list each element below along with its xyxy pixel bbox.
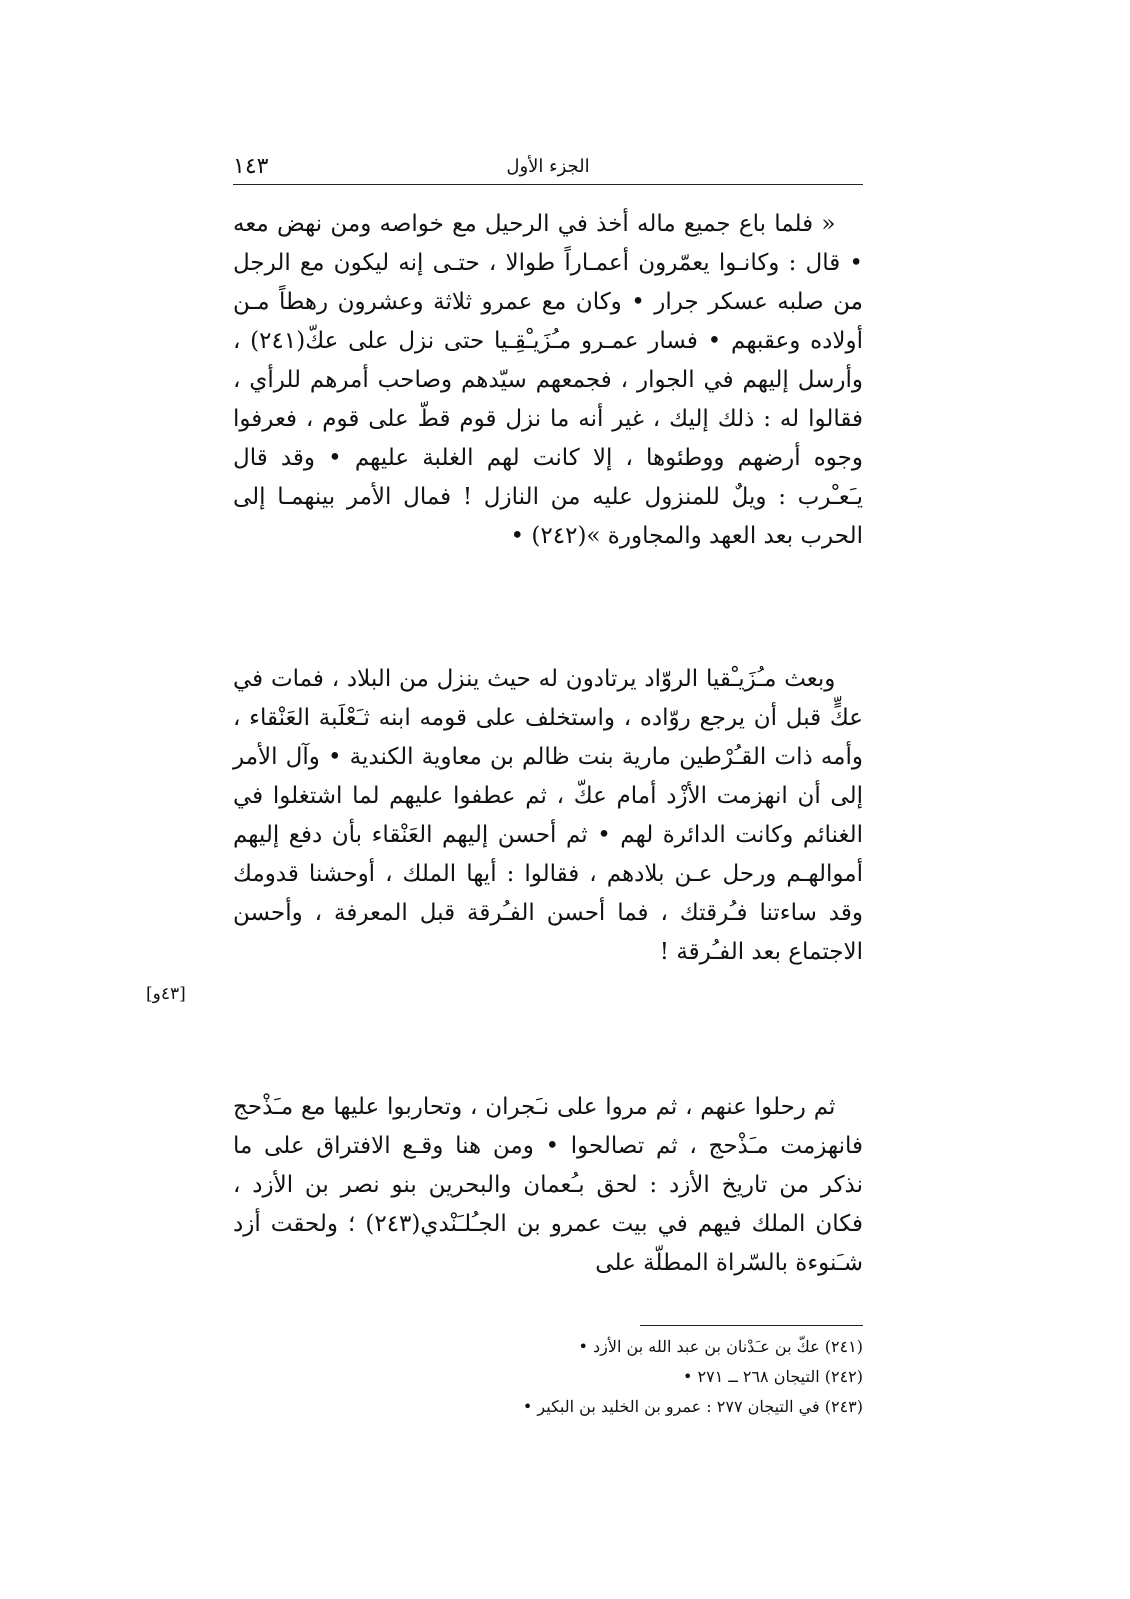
page-header — [233, 150, 863, 185]
paragraph-text: « فلما باع جميع ماله أخذ في الرحيل مع خواصه ومن نهض معه • قال : وكانـوا يعمّرون أعمـاراً طوالا ، حتـى إنه ليكون مع الرجل من صلبه عسكر جرار • وكان مع عمرو ثلاثة وعشرون رهطاً مـن أولاده وعقبهم • فسار عمـرو مـُزَيـْقِـيا حتى نزل على عكّ(٢٤١) ، وأرسل إليهم في الجوار ، فجمعهم سيّدهم وصاحب أمرهم للرأي ، فقالوا له : ذلك إليك ، غير أنه ما نزل قوم قطّ على قوم ، فعرفوا وجوه أرضهم ووطئوها ، إلا كانت لهم الغلبة عليهم • وقد قال يـَعـْرب : ويلٌ للمنزول عليه من النازل ! فمال الأمر بينهمـا إلى الحرب بعد العهد والمجاورة »(٢٤٢) • — [233, 211, 863, 549]
footnote-divider — [640, 1325, 863, 1326]
paragraph-2 — [233, 660, 863, 972]
paragraph-text: ثم رحلوا عنهم ، ثم مروا على نـَجران ، وتحاربوا عليها مع مـَذْحج فانهزمت مـَذْحج ، ثم تصالحوا • ومن هنا وقـع الافتراق على ما نذكر من تاريخ الأزد : لحق بـُعمان والبحرين بنو نصر بن الأزد ، فكان الملك فيهم في بيت عمرو بن الجـُلـَنْدي(٢٤٣) ؛ ولحقت أزد شـَنوءة بالسّراة المطلّة على — [233, 1094, 863, 1276]
folio-margin-note: [٤٣و] — [146, 984, 186, 1004]
paragraph-text: وبعث مـُزَيـْقيا الروّاد يرتادون له حيث ينزل من البلاد ، فمات في عكٍّ قبل أن يرجع روّاده ، واستخلف على قومه ابنه ثـَعْلَبة العَنْقاء ، وأمه ذات القـُرْطين مارية بنت ظالم بن معاوية الكندية • وآل الأمر إلى أن انهزمت الأزْد أمام عكّ ، ثم عطفوا عليهم لما اشتغلوا في الغنائم وكانت الدائرة لهم • ثم أحسن إليهم العَنْقاء بأن دفع إليهم أموالهـم ورحل عـن بلادهم ، فقالوا : أيها الملك ، أوحشنا قدومك وقد ساءتنا فـُرقتك ، فما أحسن الفـُرقة قبل المعرفة ، وأحسن الاجتماع بعد الفـُرقة ! — [233, 666, 863, 965]
footnote-242: (٢٤٢) التيجان ٢٦٨ ــ ٢٧١ • — [682, 1367, 863, 1386]
page-number: ١٤٣ — [233, 154, 269, 179]
footnote-241: (٢٤١) عكّ بن عـَدْنان بن عبد الله بن الأزد • — [578, 1337, 863, 1356]
running-head: الجزء الأول — [506, 156, 590, 177]
paragraph-3 — [233, 1088, 863, 1283]
footnote-243: (٢٤٣) في التيجان ٢٧٧ : عمرو بن الخليد بن البكير • — [522, 1397, 863, 1416]
footnotes — [233, 1332, 863, 1422]
paragraph-1 — [233, 205, 863, 556]
